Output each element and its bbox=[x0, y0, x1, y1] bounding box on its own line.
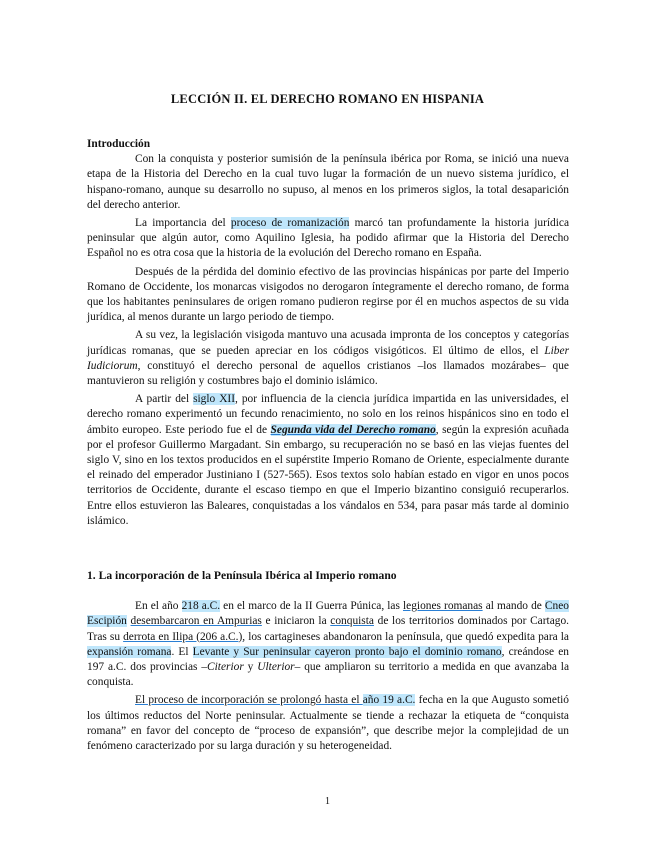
text-run: fecha en la que Augusto sometió los últimos reductos del Norte peninsular. Actualmente se tiende a rechazar la etiqueta de “conquista romana” en favor del concepto de “proceso de expansión”, que describe mejor la complejidad de un fenómeno caracterizado por su larga duración y su heterogeneidad. bbox=[87, 694, 569, 753]
text-run: , constituyó el derecho personal de aquellos cristianos –los llamados mozárabes– que mantuvieron su religión y costumbres bajo el dominio islámico. bbox=[87, 359, 569, 388]
intro-paragraph-5 bbox=[87, 392, 569, 529]
text-run: La importancia del bbox=[135, 217, 231, 230]
text-run: en el marco de la II Guerra Púnica, las bbox=[220, 600, 403, 613]
text-run: En el año bbox=[135, 600, 182, 613]
highlight-cneo-escipion: Cneo Escipión bbox=[87, 600, 569, 628]
highlight-romanizacion: proceso de romanización bbox=[230, 217, 350, 230]
highlight-ano-19: año 19 a.C. bbox=[362, 694, 416, 707]
text-run: A su vez, la legislación visigoda mantuvo una acusada impronta de los conceptos y categorías jurídicas romanas, que se pueden apreciar en los códigos visigóticos. El último de ellos, el bbox=[87, 329, 569, 357]
underline-derrota-ilipa: derrota en Ilipa (206 a.C.) bbox=[123, 630, 243, 643]
text-run: , creándose en 197 a.C. dos provincias – bbox=[87, 645, 569, 674]
introduction-heading: Introducción bbox=[87, 138, 151, 150]
intro-paragraph-1: Con la conquista y posterior sumisión de la península ibérica por Roma, se inició una nueva etapa de la Historia del Derecho en la cual tuvo lugar la formación de un nuevo sistema jurídico, el hispano-romano, aunque su desarrollo no supuso, al menos en los primeros siglos, la total desaparición del derecho anterior. bbox=[87, 153, 569, 211]
italic-citerior: Citerior bbox=[207, 661, 244, 674]
highlight-218: 218 a.C. bbox=[181, 600, 221, 613]
text-run: de los territorios dominados por Cartago. Tras su bbox=[87, 615, 569, 643]
underline-conquista: conquista bbox=[330, 615, 374, 628]
underline-ampurias: desembarcaron en Ampurias bbox=[130, 615, 262, 628]
intro-paragraph-4 bbox=[87, 328, 569, 389]
text-run: al mando de bbox=[482, 600, 545, 613]
section-1-paragraph-2 bbox=[87, 693, 569, 754]
highlight-segunda-vida: Segunda vida del Derecho romano bbox=[270, 423, 436, 436]
underline-legiones: legiones romanas bbox=[402, 600, 483, 613]
underline-proceso-incorporacion: El proceso de incorporación se prolongó hasta el bbox=[135, 694, 363, 707]
text-run: – que ampliaron su territorio a medida en que avanzaba la conquista. bbox=[87, 661, 570, 689]
text-run: , según la expresión acuñada por el profesor Guillermo Margadant. Sin embargo, su recuperación no se basó en las viejas fuentes del siglo V, sino en los textos producidos en el supérstite Imperio Romano de Oriente, especialmente durante el reinado del emperador Justiniano I (527-565). Esos textos solo habían estado en vigor en unos pocos territorios de Occidente, durante el escaso tiempo en que el Imperio bizantino consiguió recuperarlos. Entre ellos estuvieron las Baleares, conquistadas a los vándalos en 534, para pasar más tarde al dominio islámico. bbox=[87, 423, 569, 527]
text-run: e iniciaron la bbox=[261, 615, 331, 628]
page-title: LECCIÓN II. EL DERECHO ROMANO EN HISPANIA bbox=[170, 92, 485, 106]
section-1-paragraph-1 bbox=[87, 599, 569, 690]
text-run: y bbox=[243, 661, 258, 674]
text-run: , los cartagineses abandonaron la península, que quedó expedita para la bbox=[242, 630, 569, 643]
italic-liber-iudiciorum: Liber Iudiciorum bbox=[87, 344, 569, 372]
italic-ulterior: Ulterior bbox=[257, 661, 295, 674]
page-number: 1 bbox=[325, 796, 330, 807]
intro-paragraph-2 bbox=[87, 216, 569, 262]
introduction-section bbox=[87, 137, 569, 529]
highlight-levante-sur: Levante y Sur peninsular cayeron pronto bajo el dominio romano bbox=[192, 645, 502, 658]
text-run: . El bbox=[171, 645, 193, 658]
highlight-siglo-xii: siglo XII bbox=[193, 393, 236, 406]
text-run: A partir del bbox=[135, 393, 194, 406]
text-run: marcó tan profundamente la historia jurídica peninsular que algún autor, como Aquilino Iglesia, ha podido afirmar que la Historia del Derecho Español no es otra cosa que la historia de la evolución del Derecho romano en España. bbox=[87, 217, 569, 260]
section-1-heading: 1. La incorporación de la Península Ibérica al Imperio romano bbox=[87, 569, 397, 582]
highlight-expansion: expansión romana bbox=[87, 645, 172, 658]
section-1 bbox=[87, 568, 569, 754]
text-run: , por influencia de la ciencia jurídica impartida en las universidades, el derecho romano experimentó un fecundo renacimiento, no solo en los reinos hispánicos sino en todo el ámbito europeo. Este periodo fue el de bbox=[87, 393, 569, 436]
intro-paragraph-3: Después de la pérdida del dominio efectivo de las provincias hispánicas por parte del Imperio Romano de Occidente, los monarcas visigodos no derogaron íntegramente el derecho romano, de forma que los habitantes peninsulares de origen romano pudieron regirse por él en muchos aspectos de su vida jurídica, al menos durante un largo periodo de tiempo. bbox=[87, 265, 569, 324]
